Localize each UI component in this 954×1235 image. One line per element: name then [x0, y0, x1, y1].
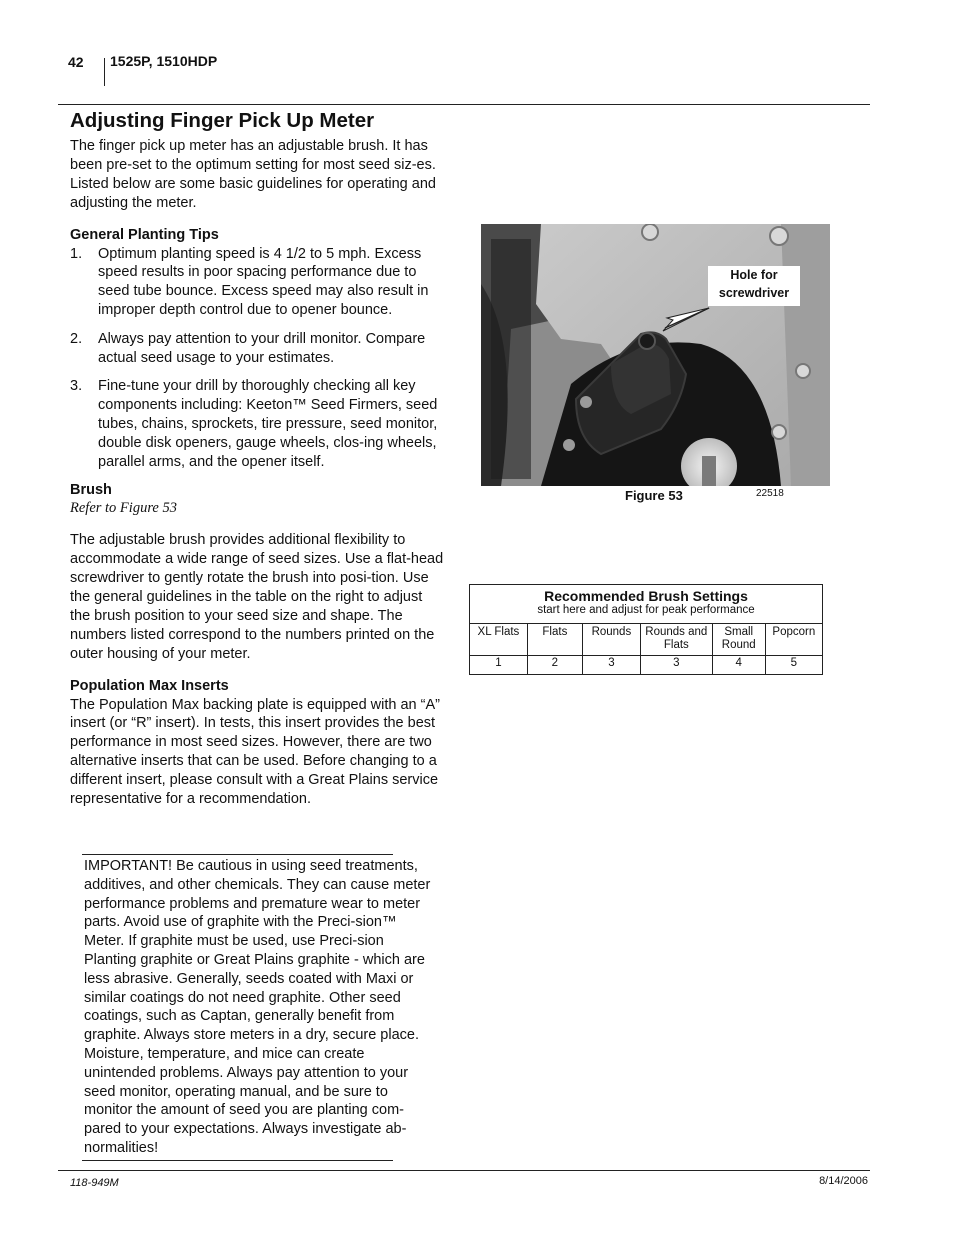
table-subtitle: start here and adjust for peak performance [537, 604, 755, 616]
table-title: Recommended Brush Settings [544, 588, 748, 604]
header-models: 1525P, 1510HDP [110, 53, 218, 69]
figure-part-number: 22518 [756, 488, 784, 499]
page-number: 42 [68, 54, 84, 70]
list-item: 1. Optimum planting speed is 4 1/2 to 5 mph. Excess speed results in poor spacing performance due to seed tube bounce. Excess speed may also result in improper depth control due to opener bounce. [70, 245, 429, 319]
population-paragraph: The Population Max backing plate is equipped with an “A” insert (or “R” insert). In tests, this insert provides the best performance in most seed sizes. However, there are two alternative inserts that can be used. Before changing to a different insert, please consult with a Great Plains service representative for a recommendation. [70, 696, 440, 808]
table-header-cell: Rounds [582, 624, 640, 656]
planting-tips-list [70, 245, 445, 472]
document-number: 118-949M [70, 1177, 119, 1189]
brush-paragraph: The adjustable brush provides additional flexibility to accommodate a wide range of seed sizes. Use a flat-head screwdriver to gently rotate the brush into posi-tion. Use the general guidelines in the table on the right to adjust the brush position to your seed size and shape. The numbers listed correspond to the numbers printed on the outer housing of your meter. [70, 532, 444, 662]
table-row [470, 624, 823, 656]
meter-photo [481, 224, 830, 486]
table-row [470, 656, 823, 675]
population-heading: Population Max Inserts [70, 677, 229, 694]
important-notice: IMPORTANT! Be cautious in using seed treatments, additives, and other chemicals. They can cause meter performance problems and premature wear to meter parts. Avoid use of graphite with the Preci-sion™ Meter. If graphite must be used, use Preci-sion Planting graphite or Great Plains graphite - which are less abrasive. Generally, seeds coated with Maxi or similar coatings do not need graphite. Other seed coatings, such as Captan, generally benefit from graphite. Always store meters in a dry, secure place. Moisture, temperature, and mice can create unintended problems. Always pay attention to your seed monitor, operating manual, and be sure to monitor the amount of seed you are planting com-pared to your expectations. Always investigate ab-normalities! [84, 858, 431, 1156]
figure-caption: Figure 53 [625, 488, 683, 503]
table-cell: 3 [582, 656, 640, 675]
document-date: 8/14/2006 [819, 1175, 868, 1187]
brush-heading: Brush [70, 481, 112, 498]
table-cell: 2 [527, 656, 582, 675]
brush-settings-table [469, 584, 823, 675]
header-rule [58, 104, 870, 105]
hole-callout: Hole for screwdriver [708, 266, 800, 306]
table-header-cell: Small Round [712, 624, 765, 656]
brush-figure-reference: Refer to Figure 53 [70, 500, 177, 517]
table-cell: 1 [470, 656, 528, 675]
table-header-cell: Popcorn [765, 624, 822, 656]
important-bottom-rule [82, 1160, 393, 1161]
header-divider [104, 58, 105, 86]
table-header-cell: Flats [527, 624, 582, 656]
table-cell: 3 [640, 656, 712, 675]
table-title-row [470, 585, 823, 624]
footer-rule [58, 1170, 870, 1171]
important-top-rule [82, 854, 393, 855]
left-column [70, 137, 445, 809]
table-cell: 4 [712, 656, 765, 675]
intro-paragraph: The finger pick up meter has an adjustable brush. It has been pre-set to the optimum setting for most seed siz-es. Listed below are some basic guidelines for operating and adjusting the meter. [70, 138, 436, 211]
planting-tips-heading: General Planting Tips [70, 226, 219, 243]
list-item: 2. Always pay attention to your drill monitor. Compare actual seed usage to your estimates. [70, 330, 426, 366]
table-cell: 5 [765, 656, 822, 675]
page-title: Adjusting Finger Pick Up Meter [70, 109, 375, 132]
table-header-cell: XL Flats [470, 624, 528, 656]
table-header-cell: Rounds and Flats [640, 624, 712, 656]
list-item: 3. Fine-tune your drill by thoroughly checking all key components including: Keeton™ Seed Firmers, seed tubes, chains, sprockets, tire pressure, seed monitor, double disk openers, gauge wheels, clos-ing wheels, parallel arms, and the opener itself. [70, 377, 438, 470]
